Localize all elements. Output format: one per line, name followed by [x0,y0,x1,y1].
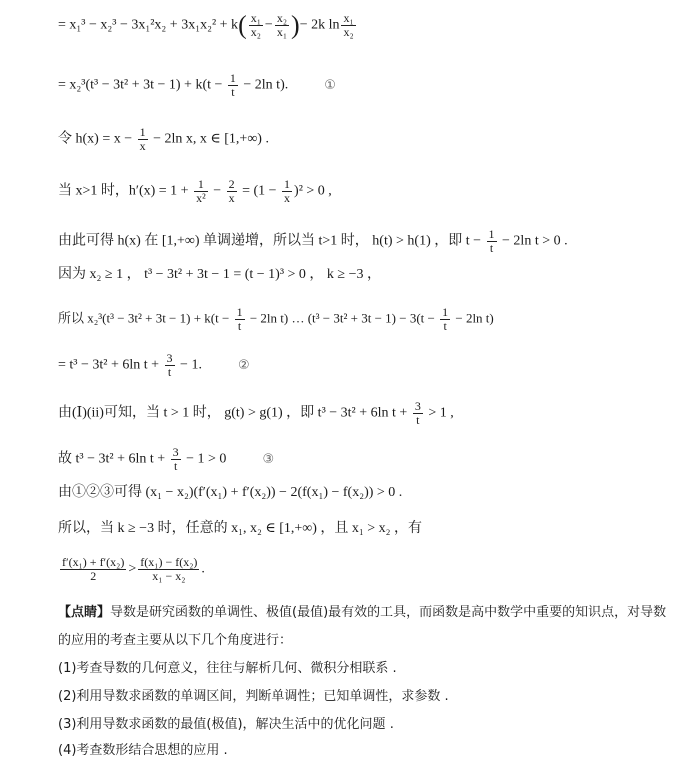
numerator: f(x₁) − f(x₂) [140,555,198,569]
eq3-tail: − 2ln x, x ∈ [1,+∞) . [149,131,269,147]
equation-line-7 [58,306,494,333]
numerator: 1 [442,305,449,319]
equation-line-8 [58,352,250,379]
denominator: t [231,85,235,99]
numerator: f′(x₁) + f′(x₂) [62,555,125,569]
comment-item: (4)考查数形结合思想的应用 . [58,743,228,758]
equation-line-1 [58,12,358,39]
eq12-text: 所以，当 k ≥ −3 时，任意的 x₁, x₂ ∈ [1,+∞) ，且 x₁ > x₂ ，有 [58,521,423,536]
denominator: t [489,241,494,255]
numerator: 1 [236,305,243,319]
denominator: x₁ − x₂ [152,569,186,583]
eq7-mid: − 2ln t) … (t³ − 3t² + 3t − 1) − 3(t − [246,310,439,326]
equation-line-4 [58,178,332,205]
eq9-tail: > 1 , [424,405,454,421]
comment-paragraph-line-2 [58,632,292,650]
numerator: 1 [139,125,146,139]
equation-line-9 [58,400,454,427]
fraction [413,400,423,427]
eq5-pre: 由此可得 h(x) 在 [1,+∞) 单调递增，所以当 t>1 时， h(t) > h(1) ，即 t − [58,233,485,249]
circled-marker-2: ② [237,357,250,373]
fraction [60,556,126,583]
equation-line-6 [58,266,381,284]
comment-text-1: 导数是研究函数的单调性、极值(最值)最有效的工具，而函数是高中数学中重要的知识点，对导数 [110,605,667,620]
circled-marker-1: ① [324,77,336,93]
eq1-tail: − 2k ln [299,17,340,33]
equation-line-5 [58,228,568,255]
eq3-pre: 令 h(x) = x − [58,131,136,147]
eq4-mid: − [209,183,225,199]
denominator: x₁ [276,25,288,39]
equation-line-3 [58,126,269,153]
denominator: 2 [90,569,97,583]
numerator: 3 [172,445,179,459]
denominator: x [228,191,235,205]
fraction [440,306,450,333]
eq7-pre: 所以 x₂³(t³ − 3t² + 3t − 1) + k(t − [58,310,233,326]
eq4-pre: 当 x>1 时，h′(x) = 1 + [58,183,193,199]
fraction [235,306,245,333]
circled-marker-3: ③ [262,451,275,467]
eq10-pre: 故 t³ − 3t² + 6ln t + [58,451,169,467]
fraction [227,178,237,205]
numerator: 3 [414,399,421,413]
numerator: 2 [228,177,235,191]
fraction [275,12,289,39]
equation-line-12 [58,520,422,538]
eq5-tail: − 2ln t > 0 . [498,233,568,249]
fraction [228,72,238,99]
fraction [165,352,175,379]
comment-item: (1)考查导数的几何意义，往往与解析几何、微积分相联系 . [58,661,397,676]
greater-than-sign: > [128,561,137,577]
comment-text-2: 的应用的考查主要从以下几个角度进行： [58,633,293,648]
eq13-tail: . [201,561,205,577]
denominator: t [167,365,172,379]
numerator: 1 [284,177,291,191]
denominator: x² [196,191,206,205]
numerator: x₂ [276,11,288,25]
comment-item: (3)利用导数求函数的最值(极值)，解决生活中的优化问题 . [58,717,394,732]
eq1-lhs: = x₁³ − x₂³ − 3x₁²x₂ + 3x₁x₂² + k [58,17,239,33]
equation-line-13 [58,556,205,583]
fraction [138,126,148,153]
denominator: t [237,319,242,333]
comment-label: 【点睛】 [58,605,111,620]
numerator: 3 [166,351,173,365]
eq9-pre: 由(Ⅰ)(ii)可知，当 t > 1 时， g(t) > g(1) ，即 t³ − 3t² + 6ln t + [58,405,411,421]
denominator: x [284,191,291,205]
equation-line-10 [58,446,274,473]
paren-open: ( [238,10,247,40]
minus-sign: − [264,17,273,33]
eq4-tail: )² > 0 , [294,183,332,199]
eq10-tail: − 1 > 0 [182,451,227,467]
fraction [194,178,208,205]
fraction [341,12,355,39]
eq8-pre: = t³ − 3t² + 6ln t + [58,357,163,373]
fraction [138,556,199,583]
eq2-text: = x₂³(t³ − 3t² + 3t − 1) + k(t − [58,77,226,93]
eq8-tail: − 1. [176,357,202,373]
numerator: 1 [194,178,208,192]
fraction [171,446,181,473]
paren-close: ) [291,10,300,40]
fraction [282,178,292,205]
eq4-eq: = (1 − [238,183,281,199]
comment-paragraph-line-1 [58,604,666,622]
numerator: 1 [229,71,236,85]
fraction [487,228,497,255]
eq7-tail: − 2ln t) [452,310,494,326]
denominator: t [443,319,447,333]
denominator: t [416,413,420,427]
eq6-text: 因为 x₂ ≥ 1 ， t³ − 3t² + 3t − 1 = (t − 1)³ > 0 ， k ≥ −3 ， [58,267,381,282]
equation-line-11 [58,484,402,502]
denominator: x₂ [343,25,354,39]
eq11-text: 由①②③可得 (x₁ − x₂)(f′(x₁) + f′(x₂)) − 2(f(x₁) − f(x₂)) > 0 . [58,485,403,500]
denominator: t [173,459,178,473]
denominator: x₂ [250,25,261,39]
fraction [249,12,263,39]
numerator: x₁ [250,11,261,25]
denominator: x [139,139,146,153]
eq2-tail: − 2ln t). [239,77,289,93]
equation-line-2 [58,72,336,99]
comment-item: (2)利用导数求函数的单调区间，判断单调性；已知单调性，求参数 . [58,689,449,704]
numerator: 1 [488,227,495,241]
numerator: x₁ [343,11,354,25]
